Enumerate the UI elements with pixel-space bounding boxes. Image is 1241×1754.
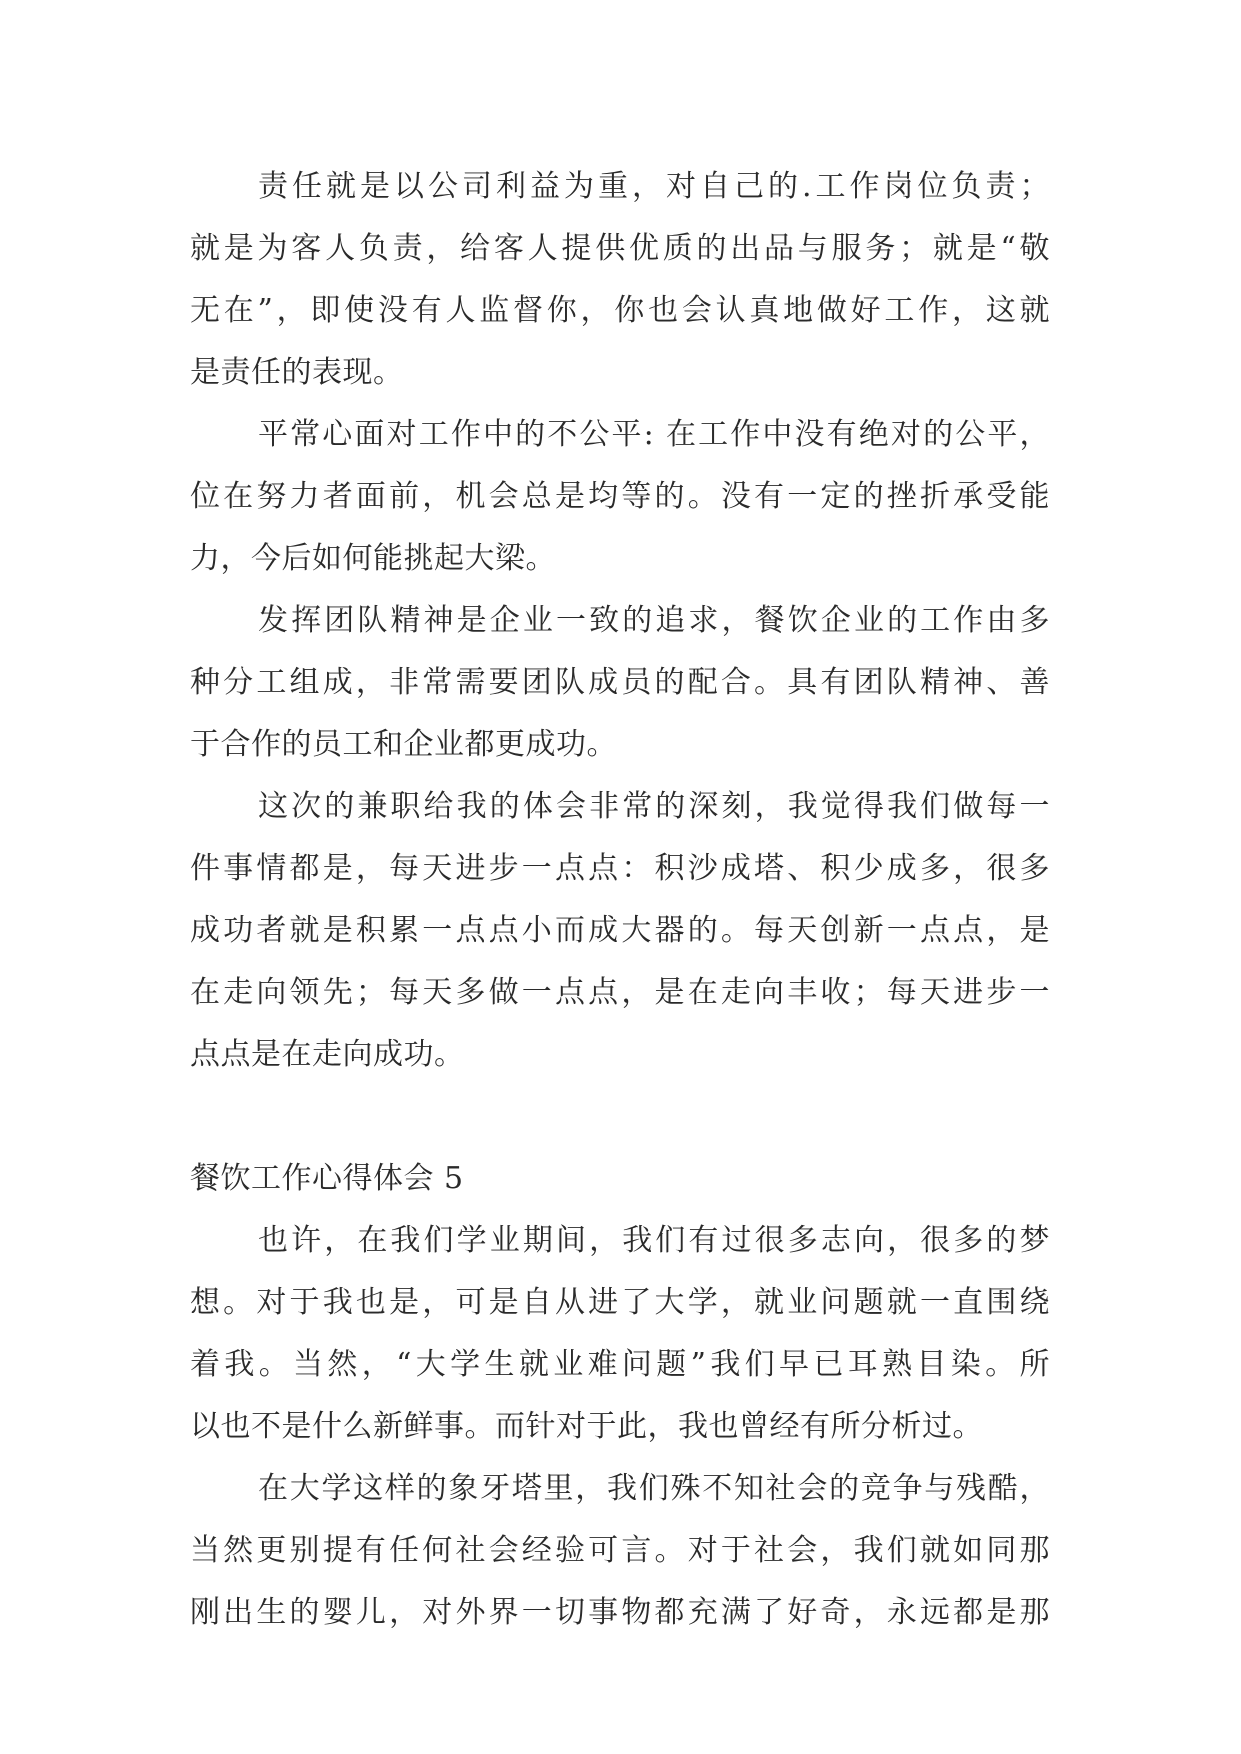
text-line: 是责任的表现。 — [190, 355, 404, 390]
paragraph — [190, 1210, 1050, 1458]
text-line: 着我。当然，“大学生就业难问题”我们早已耳熟目染。所 — [190, 1347, 1050, 1382]
text-line: 成功者就是积累一点点小而成大器的。每天创新一点点，是 — [190, 913, 1050, 948]
text-line: 平常心面对工作中的不公平: 在工作中没有绝对的公平， — [258, 417, 1050, 452]
text-line: 无在”，即使没有人监督你，你也会认真地做好工作，这就 — [190, 293, 1050, 328]
text-line: 种分工组成，非常需要团队成员的配合。具有团队精神、善 — [190, 665, 1050, 700]
paragraph — [190, 590, 1050, 776]
section-heading: 餐饮工作心得体会 5 — [190, 1161, 464, 1196]
text-line: 在走向领先；每天多做一点点，是在走向丰收；每天进步一 — [190, 975, 1050, 1010]
text-line: 于合作的员工和企业都更成功。 — [190, 727, 617, 762]
text-line: 就是为客人负责，给客人提供优质的出品与服务；就是“敬 — [190, 231, 1050, 266]
text-line: 刚出生的婴儿，对外界一切事物都充满了好奇，永远都是那 — [190, 1595, 1050, 1630]
text-line: 位在努力者面前，机会总是均等的。没有一定的挫折承受能 — [190, 479, 1050, 514]
text-line: 件事情都是，每天进步一点点：积沙成塔、积少成多，很多 — [190, 851, 1050, 886]
text-line: 想。对于我也是，可是自从进了大学，就业问题就一直围绕 — [190, 1285, 1050, 1320]
paragraph — [190, 404, 1050, 590]
text-line: 在大学这样的象牙塔里，我们殊不知社会的竞争与残酷， — [258, 1471, 1050, 1506]
section-spacer — [190, 1086, 1050, 1148]
text-line: 也许，在我们学业期间，我们有过很多志向，很多的梦 — [258, 1223, 1050, 1258]
text-line: 发挥团队精神是企业一致的追求，餐饮企业的工作由多 — [258, 603, 1050, 638]
text-line: 当然更别提有任何社会经验可言。对于社会，我们就如同那 — [190, 1533, 1050, 1568]
text-line: 责任就是以公司利益为重，对自己的.工作岗位负责； — [258, 169, 1050, 204]
text-line: 力，今后如何能挑起大梁。 — [190, 541, 556, 576]
text-line: 点点是在走向成功。 — [190, 1037, 465, 1072]
text-line: 以也不是什么新鲜事。而针对于此，我也曾经有所分析过。 — [190, 1409, 983, 1444]
paragraph — [190, 1458, 1050, 1644]
paragraph — [190, 776, 1050, 1086]
document-body — [190, 156, 1050, 1644]
paragraph — [190, 156, 1050, 404]
text-line: 这次的兼职给我的体会非常的深刻，我觉得我们做每一 — [258, 789, 1050, 824]
